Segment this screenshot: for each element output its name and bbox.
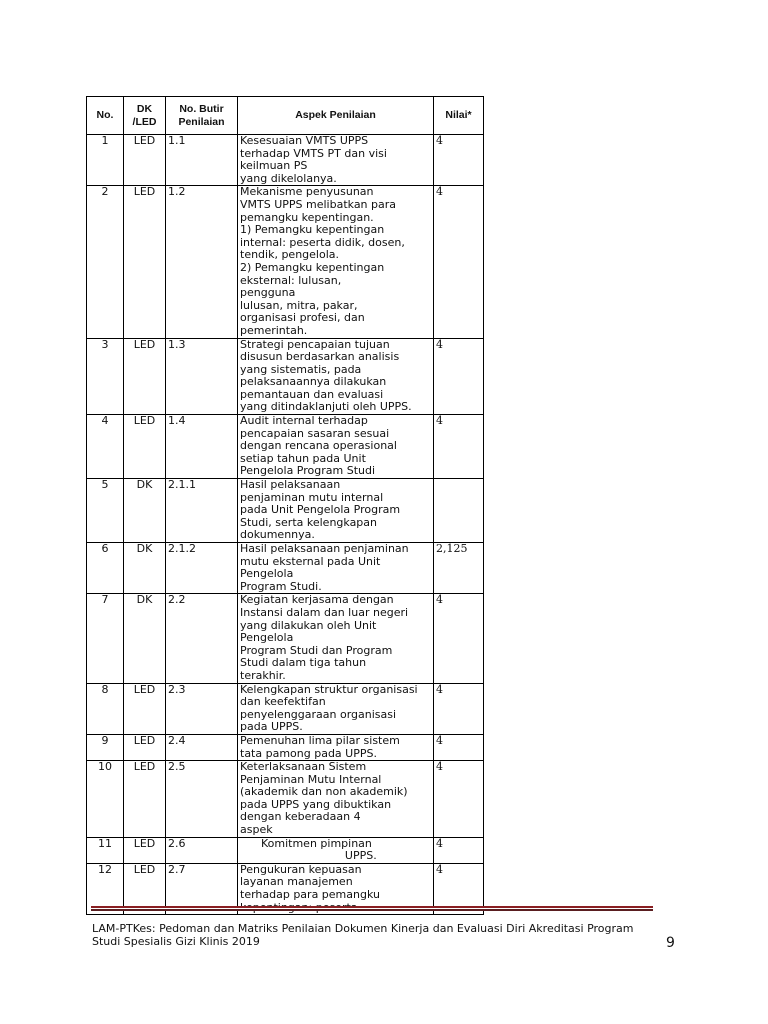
cell-no: 10 [87, 761, 124, 838]
cell-aspek: Pengukuran kepuasan layanan manajemen terhadap para pemangku [238, 863, 434, 914]
cell-nilai: 4 [434, 734, 484, 760]
table-row [87, 338, 484, 415]
cell-aspek: Kegiatan kerjasama dengan Instansi dalam dan luar negeri yang dilakukan oleh Unit Pengelola Program Studi dan Program Studi dalam tiga tahun terakhir. [238, 594, 434, 683]
cell-no: 7 [87, 594, 124, 683]
cell-dk-led: DK [124, 479, 166, 543]
cell-no: 9 [87, 734, 124, 760]
table-row [87, 415, 484, 479]
cell-no-butir: 1.4 [166, 415, 238, 479]
cell-dk-led: LED [124, 837, 166, 863]
cell-aspek: Pemenuhan lima pilar sistem tata pamong pada UPPS. [238, 734, 434, 760]
cell-nilai [434, 479, 484, 543]
cell-nilai: 4 [434, 683, 484, 734]
table-row [87, 186, 484, 338]
cell-dk-led: LED [124, 761, 166, 838]
cell-aspek: Hasil pelaksanaan penjaminan mutu internal pada Unit Pengelola Program Studi, serta kelengkapan dokumennya. [238, 479, 434, 543]
cell-dk-led: LED [124, 863, 166, 914]
header-nilai: Nilai* [434, 97, 484, 135]
cell-dk-led: LED [124, 415, 166, 479]
cell-dk-led: LED [124, 186, 166, 338]
footer-text: LAM-PTKes: Pedoman dan Matriks Penilaian Dokumen Kinerja dan Evaluasi Diri Akreditasi Program Studi Spesialis Gizi Klinis 2019 [92, 922, 634, 948]
cell-no: 2 [87, 186, 124, 338]
cell-no-butir: 2.1.2 [166, 543, 238, 594]
cell-nilai: 4 [434, 415, 484, 479]
cell-no: 1 [87, 135, 124, 186]
cell-aspek: Strategi pencapaian tujuan disusun berdasarkan analisis yang sistematis, pada pelaksanaannya dilakukan pemantauan dan evaluasi yang ditindaklanjuti oleh UPPS. [238, 338, 434, 415]
cell-aspek: Komitmen pimpinan UPPS. [238, 837, 434, 863]
cell-dk-led: DK [124, 543, 166, 594]
cell-nilai: 4 [434, 135, 484, 186]
cell-dk-led: LED [124, 338, 166, 415]
cell-no: 8 [87, 683, 124, 734]
cell-dk-led: DK [124, 594, 166, 683]
cell-nilai: 4 [434, 594, 484, 683]
table-row [87, 683, 484, 734]
cell-no-butir: 2.4 [166, 734, 238, 760]
assessment-table [86, 96, 484, 915]
cell-no-butir: 1.3 [166, 338, 238, 415]
cell-nilai: 4 [434, 186, 484, 338]
cell-nilai: 4 [434, 338, 484, 415]
cell-dk-led: LED [124, 135, 166, 186]
cell-aspek: Hasil pelaksanaan penjaminan mutu eksternal pada Unit Pengelola Program Studi. [238, 543, 434, 594]
cell-no-butir: 2.1.1 [166, 479, 238, 543]
table-header-row [87, 97, 484, 135]
page-number: 9 [666, 935, 675, 951]
cell-aspek: Keterlaksanaan Sistem Penjaminan Mutu Internal (akademik dan non akademik) pada UPPS yang dibuktikan dengan keberadaan 4 aspek [238, 761, 434, 838]
cell-aspek: Kesesuaian VMTS UPPS terhadap VMTS PT dan visi keilmuan PS yang dikelolanya. [238, 135, 434, 186]
header-no-butir: No. Butir Penilaian [166, 97, 238, 135]
cell-no: 4 [87, 415, 124, 479]
cell-no-butir: 2.7 [166, 863, 238, 914]
header-aspek-penilaian: Aspek Penilaian [238, 97, 434, 135]
cell-no: 5 [87, 479, 124, 543]
cell-nilai: 2,125 [434, 543, 484, 594]
table-row [87, 594, 484, 683]
cell-nilai: 4 [434, 761, 484, 838]
cell-no: 11 [87, 837, 124, 863]
table-row [87, 734, 484, 760]
cell-no-butir: 2.5 [166, 761, 238, 838]
cell-no: 6 [87, 543, 124, 594]
table-row [87, 761, 484, 838]
cell-no-butir: 2.2 [166, 594, 238, 683]
cell-dk-led: LED [124, 683, 166, 734]
table-row [87, 837, 484, 863]
cell-aspek: Mekanisme penyusunan VMTS UPPS melibatkan para pemangku kepentingan. 1) Pemangku kepentingan internal: peserta didik, dosen, tendik, pengelola. 2) Pemangku kepentingan eksternal: lulusan, pengguna lulusan, mitra, pakar, organisasi profesi, dan pemerintah. [238, 186, 434, 338]
table-row [87, 543, 484, 594]
cell-nilai: 4 [434, 863, 484, 914]
cell-no-butir: 2.6 [166, 837, 238, 863]
cell-no: 3 [87, 338, 124, 415]
cell-no-butir: 1.2 [166, 186, 238, 338]
cell-no-butir: 2.3 [166, 683, 238, 734]
cell-nilai: 4 [434, 837, 484, 863]
cell-dk-led: LED [124, 734, 166, 760]
cell-no: 12 [87, 863, 124, 914]
cell-aspek: Audit internal terhadap pencapaian sasaran sesuai dengan rencana operasional setiap tahun pada Unit Pengelola Program Studi [238, 415, 434, 479]
header-no: No. [87, 97, 124, 135]
cell-aspek: Kelengkapan struktur organisasi dan keefektifan penyelenggaraan organisasi pada UPPS. [238, 683, 434, 734]
header-dk-led: DK /LED [124, 97, 166, 135]
footer-rule [91, 906, 653, 911]
cell-no-butir: 1.1 [166, 135, 238, 186]
table-row [87, 135, 484, 186]
table-row [87, 479, 484, 543]
